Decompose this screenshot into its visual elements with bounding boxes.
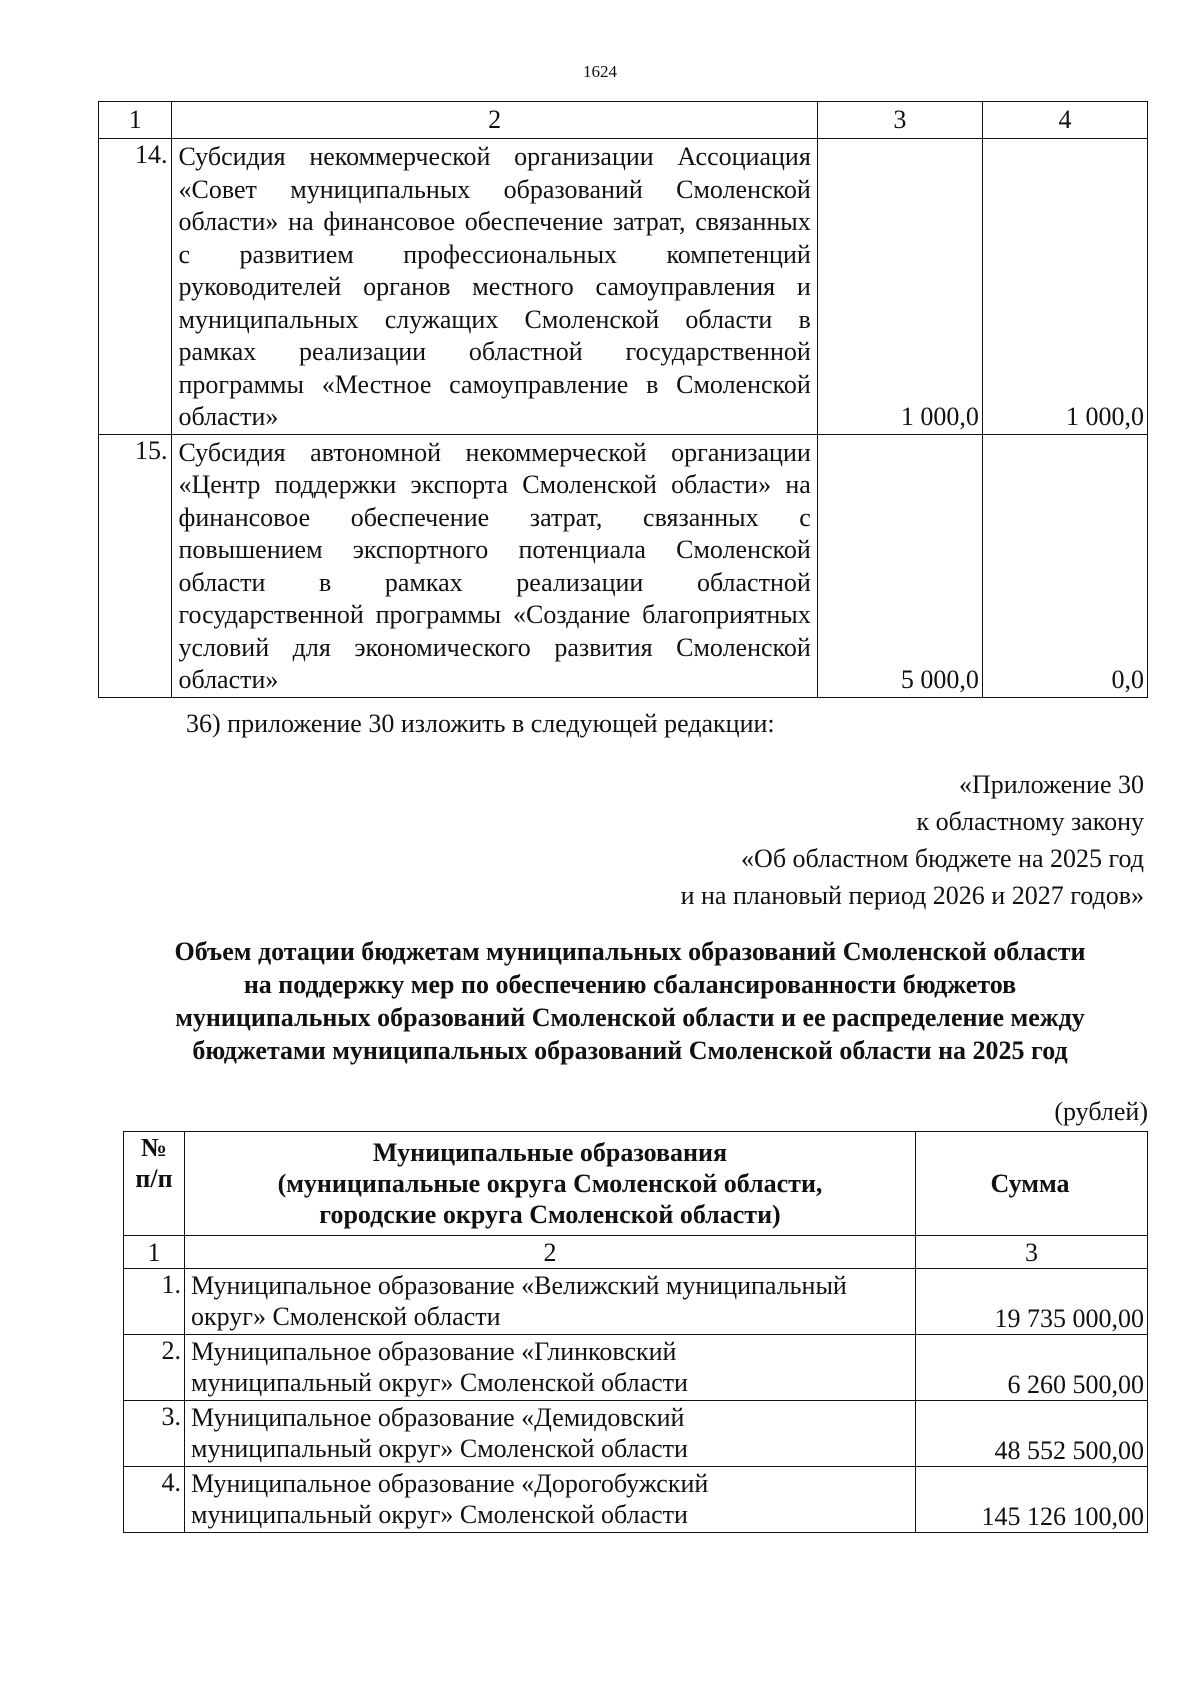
title-line: муниципальных образований Смоленской области и ее распределение между: [175, 1003, 1085, 1032]
row-description: Субсидия автономной некоммерческой организации «Центр поддержки экспорта Смоленской области» на финансовое обеспечение затрат, связанных с повышением экспортного потенциала Смоленской области в рамках реализации областной государственной программы «Создание благоприятных условий для экономического развития Смоленской области»: [172, 434, 817, 697]
row-municipality-line: муниципальный округ» Смоленской области: [191, 1500, 688, 1529]
header-number-line: №: [140, 1133, 168, 1162]
table-row: [99, 139, 1148, 435]
row-municipality: [185, 1401, 916, 1467]
row-municipality-line: муниципальный округ» Смоленской области: [191, 1434, 688, 1463]
row-municipality: [185, 1269, 916, 1335]
column-numbers-row: [124, 1236, 1148, 1269]
row-municipality: [185, 1335, 916, 1401]
row-municipality: [185, 1467, 916, 1533]
row-municipality-line: муниципальный округ» Смоленской области: [191, 1368, 688, 1397]
subsidy-table: [98, 101, 1148, 698]
page-number: 1624: [583, 62, 617, 81]
column-number-3: 3: [916, 1236, 1148, 1269]
row-sum: 6 260 500,00: [916, 1335, 1148, 1401]
table-row: [124, 1335, 1148, 1401]
table-row: [124, 1467, 1148, 1533]
column-number-2: 2: [185, 1236, 916, 1269]
row-value-col4: 0,0: [982, 434, 1147, 697]
row-municipality-line: округ» Смоленской области: [191, 1302, 501, 1331]
row-municipality-line: Муниципальное образование «Демидовский: [191, 1403, 685, 1432]
header-municipality-line: городские округа Смоленской области): [319, 1200, 781, 1229]
row-sum: 145 126 100,00: [916, 1467, 1148, 1533]
row-number: 1.: [124, 1269, 185, 1335]
row-number: 14.: [99, 139, 172, 435]
row-value-col4: 1 000,0: [982, 139, 1147, 435]
header-municipality: [185, 1132, 916, 1236]
title-line: на поддержку мер по обеспечению сбалансированности бюджетов: [243, 970, 1017, 999]
column-number-1: 1: [99, 102, 172, 139]
row-value-col3: 5 000,0: [817, 434, 982, 697]
units-label: (рублей): [1054, 1097, 1148, 1126]
table-row: [124, 1269, 1148, 1335]
header-municipality-line: Муниципальные образования: [372, 1138, 728, 1167]
row-number: 4.: [124, 1467, 185, 1533]
row-number: 15.: [99, 434, 172, 697]
appendix-line: к областному закону: [916, 807, 1144, 836]
row-sum: 19 735 000,00: [916, 1269, 1148, 1335]
row-municipality-line: Муниципальное образование «Дорогобужский: [191, 1469, 709, 1498]
table-header-row: [99, 102, 1148, 139]
title-line: Объем дотации бюджетам муниципальных образований Смоленской области: [174, 937, 1086, 966]
row-municipality-line: Муниципальное образование «Глинковский: [191, 1337, 677, 1366]
instruction-text: 36) приложение 30 изложить в следующей редакции:: [186, 709, 775, 738]
appendix-line: и на плановый период 2026 и 2027 годов»: [680, 881, 1144, 910]
column-number-3: 3: [817, 102, 982, 139]
appendix-line: «Приложение 30: [958, 770, 1144, 799]
row-sum: 48 552 500,00: [916, 1401, 1148, 1467]
column-number-2: 2: [172, 102, 817, 139]
document-title: [100, 935, 1160, 1067]
appendix-reference: [681, 766, 1144, 914]
appendix-line: «Об областном бюджете на 2025 год: [741, 844, 1144, 873]
header-sum: Сумма: [916, 1132, 1148, 1236]
row-number: 3.: [124, 1401, 185, 1467]
column-number-1: 1: [124, 1236, 185, 1269]
table-header-row: [124, 1132, 1148, 1236]
header-municipality-line: (муниципальные округа Смоленской области,: [277, 1169, 823, 1198]
column-number-4: 4: [982, 102, 1147, 139]
row-number: 2.: [124, 1335, 185, 1401]
row-value-col3: 1 000,0: [817, 139, 982, 435]
header-number: [124, 1132, 185, 1236]
grants-table: [123, 1131, 1148, 1533]
table-row: [124, 1401, 1148, 1467]
row-municipality-line: Муниципальное образование «Велижский муниципальный: [191, 1271, 847, 1300]
row-description: Субсидия некоммерческой организации Ассоциация «Совет муниципальных образований Смоленской области» на финансовое обеспечение затрат, связанных с развитием профессиональных компетенций руководителей органов местного самоуправления и муниципальных служащих Смоленской области в рамках реализации областной государственной программы «Местное самоуправление в Смоленской области»: [172, 139, 817, 435]
table-row: [99, 434, 1148, 697]
header-number-line: п/п: [135, 1164, 173, 1193]
title-line: бюджетами муниципальных образований Смоленской области на 2025 год: [192, 1036, 1068, 1065]
